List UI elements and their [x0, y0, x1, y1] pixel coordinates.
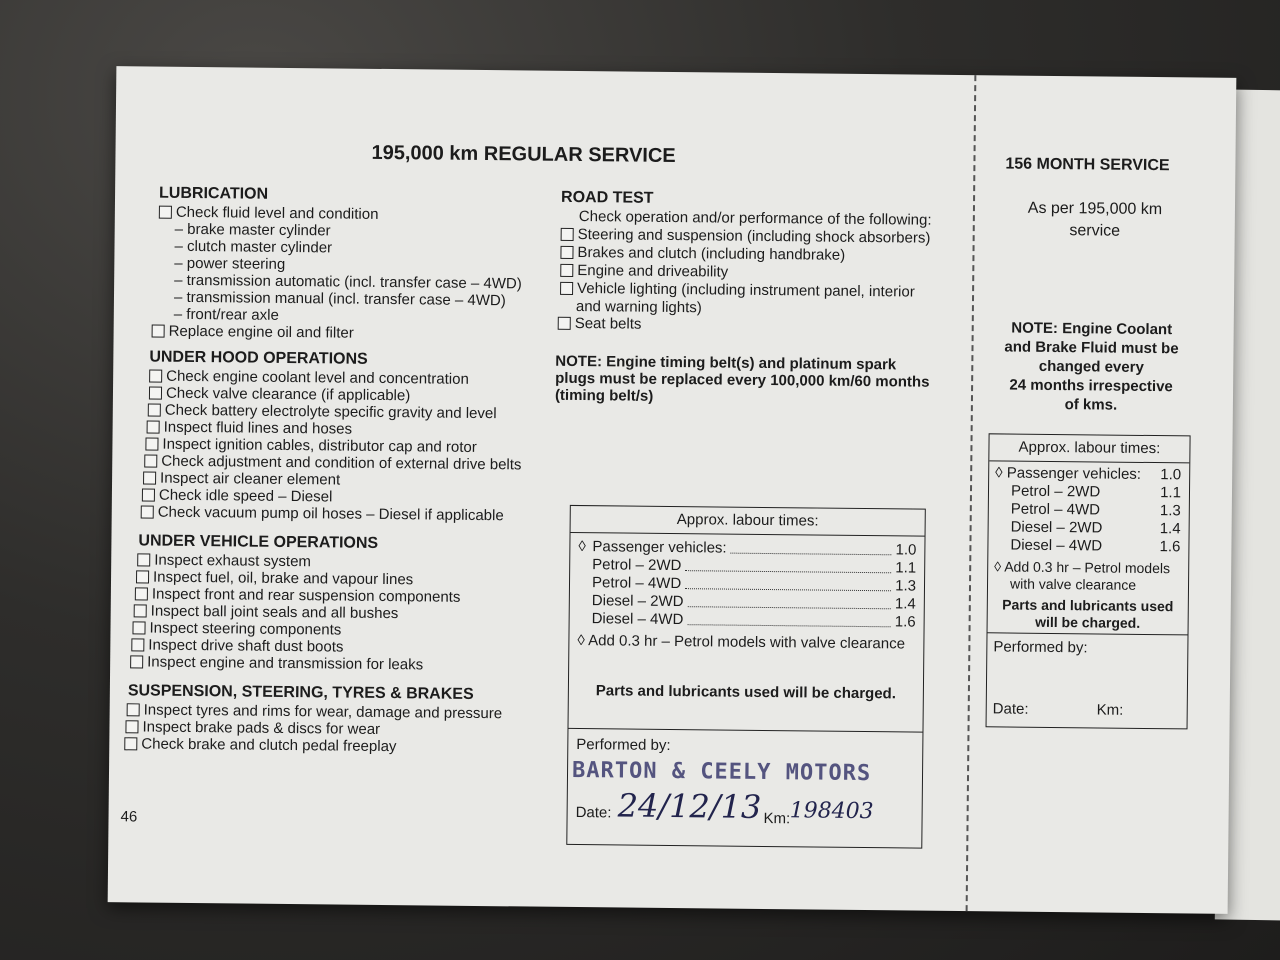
under-vehicle-item[interactable]: Inspect exhaust system: [137, 551, 311, 570]
checkbox[interactable]: [159, 206, 172, 219]
labour-row: Petrol – 2WD 1.1: [1010, 482, 1182, 502]
checkbox[interactable]: [130, 655, 143, 668]
checkbox[interactable]: [134, 604, 147, 617]
checkbox[interactable]: [560, 246, 573, 259]
under-hood-item[interactable]: Check adjustment and condition of external drive belts: [144, 452, 521, 473]
checkbox[interactable]: [147, 420, 160, 433]
timing-belt-note-line: NOTE: Engine timing belt(s) and platinum spark: [555, 352, 897, 374]
under-vehicle-item[interactable]: Inspect steering components: [132, 619, 341, 638]
checkbox[interactable]: [131, 638, 144, 651]
under-vehicle-item[interactable]: Inspect engine and transmission for leaks: [130, 653, 423, 673]
add-time-note: ◊ Add 0.3 hr – Petrol models: [994, 558, 1171, 577]
labour-title: Approx. labour times:: [676, 511, 819, 530]
dealer-stamp: BARTON & CEELY MOTORS: [571, 757, 872, 787]
coolant-note-line: and Brake Fluid must be: [1004, 338, 1179, 358]
parts-charged-note: Parts and lubricants used: [1002, 596, 1174, 615]
perforation-line: [966, 75, 977, 911]
lubrication-heading: LUBRICATION: [158, 184, 269, 203]
coolant-note-line: of kms.: [1064, 396, 1118, 414]
lubrication-sub: – brake master cylinder: [174, 220, 331, 240]
labour-row: Diesel – 2WD 1.4: [1010, 518, 1181, 538]
under-vehicle-item[interactable]: Inspect ball joint seals and all bushes: [134, 602, 399, 622]
suspension-heading: SUSPENSION, STEERING, TYRES & BRAKES: [127, 682, 474, 703]
checkbox[interactable]: [136, 570, 149, 583]
labour-rows: [994, 464, 1181, 556]
checkbox[interactable]: [142, 488, 155, 501]
suspension-item[interactable]: Inspect tyres and rims for wear, damage and pressure: [127, 701, 503, 722]
lubrication-sub: – power steering: [174, 254, 286, 273]
checkbox[interactable]: [124, 737, 137, 750]
lubrication-sub: – clutch master cylinder: [174, 237, 333, 257]
checkbox[interactable]: [148, 404, 161, 417]
road-test-intro: Check operation and/or performance of the following:: [578, 208, 932, 229]
under-vehicle-item[interactable]: Inspect drive shaft dust boots: [131, 636, 343, 655]
checkbox[interactable]: [149, 370, 162, 383]
checkbox[interactable]: [137, 553, 150, 566]
timing-belt-note-line: (timing belt/s): [554, 386, 654, 405]
labour-rows: [578, 538, 917, 632]
checkbox[interactable]: [144, 454, 157, 467]
as-per-line: As per 195,000 km: [1027, 199, 1163, 219]
lubrication-item[interactable]: Replace engine oil and filter: [152, 323, 354, 342]
date-label: Date:: [992, 700, 1029, 718]
road-test-item[interactable]: Engine and driveability: [560, 262, 728, 281]
labour-row: ◊ Passenger vehicles: 1.0: [578, 538, 917, 559]
lubrication-item[interactable]: Check fluid level and condition: [159, 204, 379, 223]
under-hood-item[interactable]: Inspect air cleaner element: [143, 469, 340, 488]
lubrication-sub: – transmission manual (incl. transfer case – 4WD): [173, 288, 506, 310]
road-test-item[interactable]: Seat belts: [558, 315, 642, 333]
under-vehicle-item[interactable]: Inspect fuel, oil, brake and vapour lines: [136, 568, 413, 588]
under-hood-heading: UNDER HOOD OPERATIONS: [149, 348, 368, 368]
checkbox[interactable]: [143, 471, 156, 484]
parts-charged-note: will be charged.: [1035, 613, 1141, 631]
add-time-note: ◊ Add 0.3 hr – Petrol models with valve clearance: [577, 632, 906, 653]
suspension-item[interactable]: Inspect brake pads & discs for wear: [125, 718, 380, 738]
coolant-note-line: NOTE: Engine Coolant: [1011, 319, 1173, 339]
road-test-item[interactable]: Brakes and clutch (including handbrake): [560, 244, 845, 264]
labour-row: Petrol – 4WD 1.3: [591, 574, 917, 595]
labour-row: Diesel – 2WD 1.4: [591, 592, 916, 613]
page-title: 195,000 km REGULAR SERVICE: [371, 141, 676, 168]
service-booklet-page: [108, 66, 1237, 914]
performed-by-label: Performed by:: [576, 736, 671, 754]
coolant-note-line: changed every: [1038, 357, 1144, 376]
checkbox[interactable]: [558, 317, 571, 330]
labour-row: Petrol – 4WD 1.3: [1010, 500, 1181, 520]
checkbox[interactable]: [149, 387, 162, 400]
under-hood-item[interactable]: Check engine coolant level and concentration: [149, 368, 469, 388]
checkbox[interactable]: [141, 505, 154, 518]
under-vehicle-item[interactable]: Inspect front and rear suspension components: [135, 585, 461, 605]
km-label: Km:: [1096, 701, 1124, 719]
under-hood-item[interactable]: Check valve clearance (if applicable): [149, 385, 410, 405]
under-hood-item[interactable]: Inspect ignition cables, distributor cap and rotor: [145, 435, 477, 455]
checkbox[interactable]: [152, 325, 165, 338]
month-service-title: 156 MONTH SERVICE: [1005, 155, 1170, 175]
checkbox[interactable]: [561, 228, 574, 241]
road-test-heading: ROAD TEST: [560, 188, 654, 207]
checkbox[interactable]: [135, 587, 148, 600]
checkbox[interactable]: [145, 437, 158, 450]
timing-belt-note-line: plugs must be replaced every 100,000 km/60 months: [555, 369, 930, 391]
checkbox[interactable]: [560, 264, 573, 277]
under-vehicle-heading: UNDER VEHICLE OPERATIONS: [138, 532, 379, 552]
under-hood-item[interactable]: Check vacuum pump oil hoses – Diesel if applicable: [141, 503, 504, 524]
parts-charged-note: Parts and lubricants used will be charged.: [595, 682, 897, 703]
labour-row: Diesel – 4WD 1.6: [1010, 536, 1181, 556]
suspension-item[interactable]: Check brake and clutch pedal freeplay: [124, 735, 396, 755]
km-label: Km:: [763, 809, 791, 828]
labour-title: Approx. labour times:: [1018, 438, 1161, 458]
road-test-item-cont: and warning lights): [575, 297, 702, 317]
labour-row: ◊ Passenger vehicles: 1.0: [995, 464, 1182, 484]
checkbox[interactable]: [132, 621, 145, 634]
add-time-note: with valve clearance: [1009, 575, 1137, 593]
date-label: Date:: [575, 804, 612, 822]
checkbox[interactable]: [560, 282, 573, 295]
labour-times-box: [566, 505, 926, 849]
performed-by-label: Performed by:: [993, 638, 1088, 657]
under-hood-item[interactable]: Inspect fluid lines and hoses: [147, 418, 353, 437]
checkbox[interactable]: [127, 703, 140, 716]
lubrication-sub: – transmission automatic (incl. transfer case – 4WD): [174, 271, 522, 293]
coolant-note-line: 24 months irrespective: [1009, 376, 1173, 396]
checkbox[interactable]: [125, 720, 138, 733]
km-value: 198403: [789, 798, 874, 825]
labour-row: Diesel – 4WD 1.6: [591, 610, 916, 631]
month-labour-box: [986, 433, 1191, 729]
road-test-item[interactable]: Vehicle lighting (including instrument panel, interior: [560, 280, 915, 301]
labour-row: Petrol – 2WD 1.1: [592, 556, 917, 577]
road-test-item[interactable]: Steering and suspension (including shock absorbers): [561, 226, 931, 247]
date-value: 24/12/13: [617, 786, 762, 826]
page-number: 46: [120, 808, 138, 826]
under-hood-item[interactable]: Check idle speed – Diesel: [142, 486, 333, 505]
under-hood-item[interactable]: Check battery electrolyte specific gravity and level: [148, 402, 497, 423]
as-per-line: service: [1069, 222, 1121, 240]
lubrication-sub: – front/rear axle: [173, 305, 279, 324]
